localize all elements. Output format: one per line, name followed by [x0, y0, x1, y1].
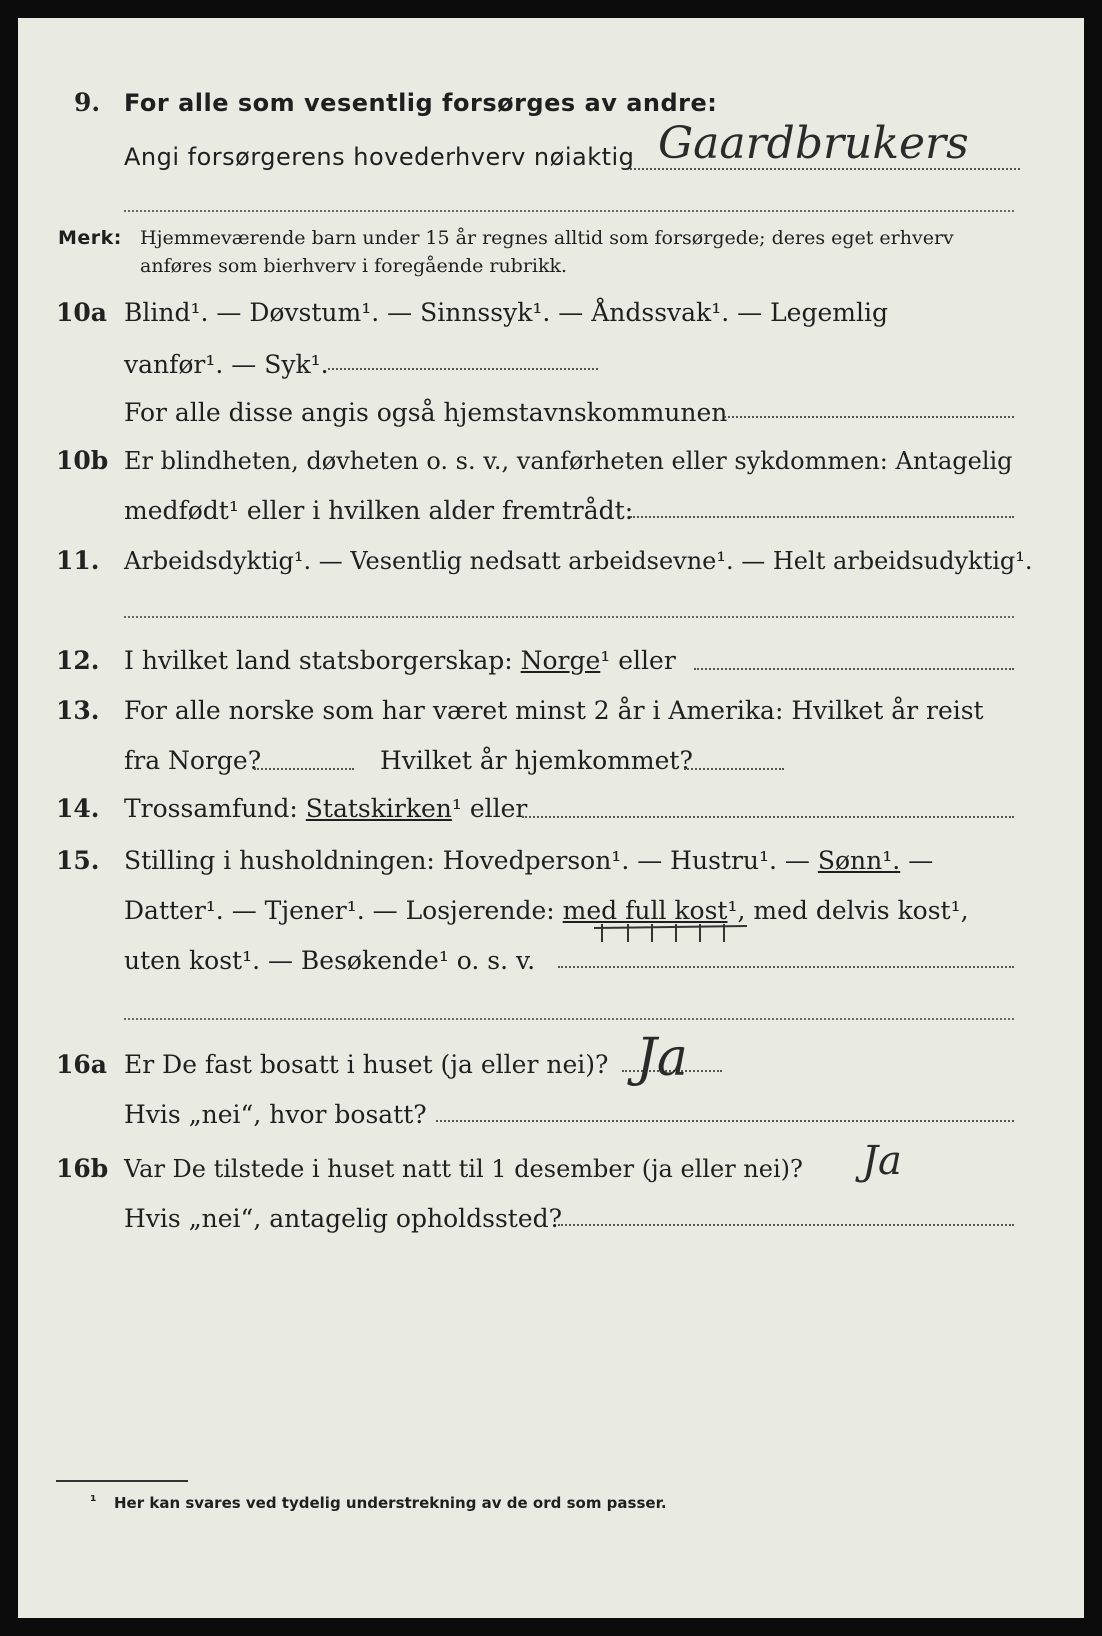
q9-line1: For alle som vesentlig forsørges av andre:	[124, 89, 718, 117]
q15-answer-line	[558, 966, 1014, 968]
q10a-number: 10a	[56, 298, 107, 327]
q14-underlined: Statskirken	[305, 794, 452, 823]
q15-line2b: ¹, med delvis kost¹,	[727, 896, 969, 925]
q15-line2-underlined: med full kost	[562, 896, 728, 925]
q15-line2	[124, 896, 969, 926]
q12-number: 12.	[56, 646, 100, 675]
q16b-answer-line	[558, 1224, 1014, 1226]
q16b-handwritten-answer: Ja	[862, 1138, 902, 1184]
q10a-line1: Blind¹. — Døvstum¹. — Sinnssyk¹. — Åndssvak¹. — Legemlig	[124, 298, 888, 327]
q9-line2: Angi forsørgerens hovederhverv nøiaktig	[124, 143, 635, 171]
q15-extra-line	[124, 1018, 1014, 1020]
q12-line	[124, 646, 676, 676]
q13-number: 13.	[56, 696, 100, 725]
q16a-number: 16a	[56, 1050, 107, 1079]
merk-label: Merk:	[58, 227, 122, 249]
q10a-line3: For alle disse angis også hjemstavnskommunen	[124, 398, 728, 427]
q13-reist-line	[254, 768, 354, 770]
q10b-answer-line	[630, 516, 1014, 518]
q9-extra-line	[124, 210, 1014, 212]
q15-number: 15.	[56, 846, 100, 875]
q10b-number: 10b	[56, 446, 109, 475]
census-form-page	[18, 18, 1084, 1618]
q12-pre: I hvilket land statsborgerskap:	[124, 646, 513, 675]
q14-answer-line	[522, 816, 1014, 818]
q16b-number: 16b	[56, 1154, 109, 1183]
q10a-line2: vanfør¹. — Syk¹.	[124, 350, 329, 379]
q14-number: 14.	[56, 794, 100, 823]
q16b-line1: Var De tilstede i huset natt til 1 desember (ja eller nei)?	[124, 1155, 803, 1183]
q15-line3: uten kost¹. — Besøkende¹ o. s. v.	[124, 946, 536, 975]
q12-underlined: Norge	[520, 646, 601, 675]
q16b-line2: Hvis „nei“, antagelig opholdssted?	[124, 1204, 563, 1233]
footnote-rule	[56, 1480, 188, 1482]
q15-line1a: Stilling i husholdningen: Hovedperson¹. — Hustru¹. —	[124, 846, 810, 875]
q10b-line1: Er blindheten, døvheten o. s. v., vanførheten eller sykdommen: Antagelig	[124, 447, 1013, 475]
footnote-mark: ¹	[90, 1492, 97, 1510]
q10a-syk-line	[328, 368, 598, 370]
q11-line1: Arbeidsdyktig¹. — Vesentlig nedsatt arbeidsevne¹. — Helt arbeidsudyktig¹.	[124, 547, 1033, 575]
q16a-handwritten-answer: Ja	[636, 1028, 688, 1088]
q10b-line2: medfødt¹ eller i hvilken alder fremtrådt:	[124, 496, 634, 525]
q11-answer-line	[124, 616, 1014, 618]
q12-answer-line	[694, 668, 1014, 670]
q12-post: ¹ eller	[600, 646, 676, 675]
q15-handwritten-strokes	[592, 922, 752, 946]
q14-line	[124, 794, 527, 824]
q13-line2b: Hvilket år hjemkommet?	[380, 746, 693, 775]
merk-line1: Hjemmeværende barn under 15 år regnes alltid som forsørgede; deres eget erhverv	[140, 227, 954, 249]
q10a-kommune-line	[724, 416, 1014, 418]
q16a-line2: Hvis „nei“, hvor bosatt?	[124, 1100, 427, 1129]
q13-line2a: fra Norge?	[124, 746, 262, 775]
footnote-text: Her kan svares ved tydelig understrekning av de ord som passer.	[114, 1494, 667, 1512]
q11-number: 11.	[56, 546, 100, 575]
q14-pre: Trossamfund:	[124, 794, 298, 823]
q13-hjem-line	[684, 768, 784, 770]
q13-line1: For alle norske som har været minst 2 år i Amerika: Hvilket år reist	[124, 696, 984, 725]
q15-line1-underlined: Sønn¹.	[817, 846, 901, 875]
q14-post: ¹ eller	[451, 794, 528, 823]
q15-line2a: Datter¹. — Tjener¹. — Losjerende:	[124, 896, 555, 925]
merk-line2: anføres som bierhverv i foregående rubrikk.	[140, 255, 568, 277]
q15-line1b: —	[908, 846, 934, 875]
q9-handwritten-answer: Gaardbrukers	[658, 118, 969, 169]
q15-line1	[124, 846, 933, 876]
q9-number: 9.	[74, 88, 101, 117]
q16a-line1: Er De fast bosatt i huset (ja eller nei)?	[124, 1050, 609, 1079]
q16a-where-line	[436, 1120, 1014, 1122]
